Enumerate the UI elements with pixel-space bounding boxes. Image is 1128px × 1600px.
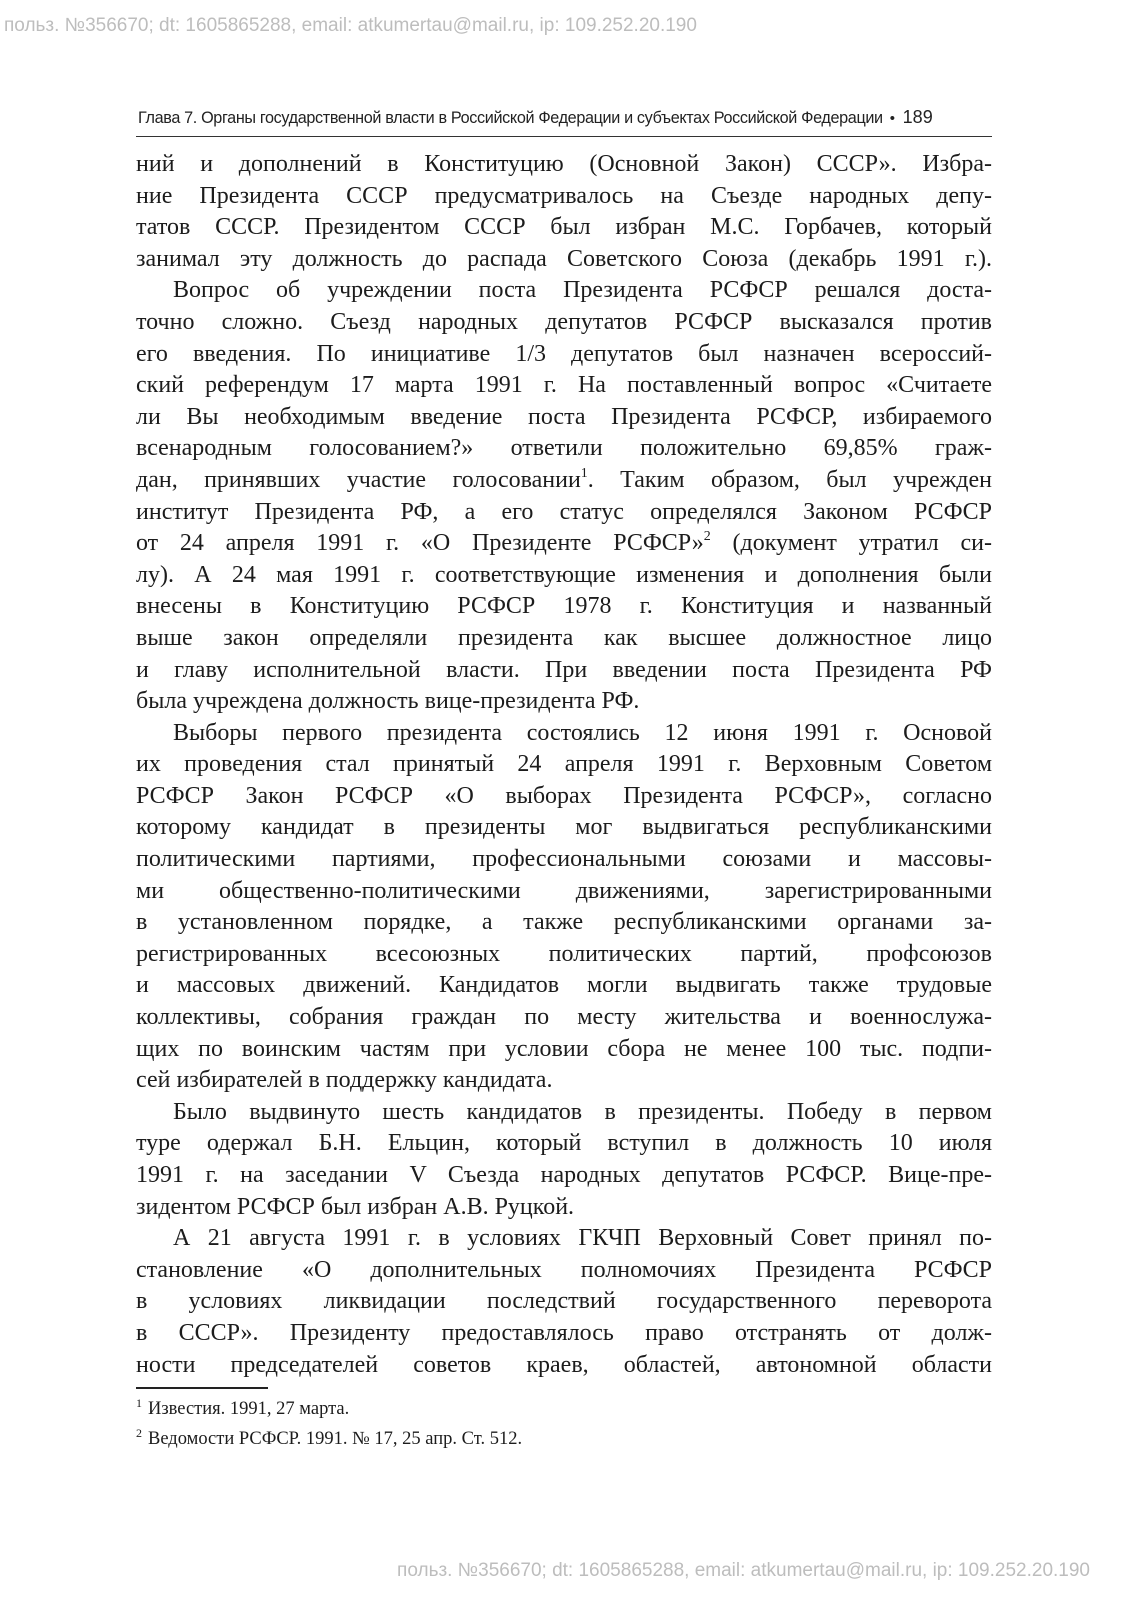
footnote-text: Ведомости РСФСР. 1991. № 17, 25 апр. Ст. 512. [148, 1429, 523, 1449]
text-line: в установленном порядке, а также республиканскими органами за- [136, 909, 992, 936]
text-line: внесены в Конституцию РСФСР 1978 г. Конституция и названный [136, 593, 992, 620]
text-line: его введения. По инициативе 1/3 депутатов был назначен всероссий- [136, 340, 992, 367]
text-line: щих по воинским частям при условии сбора не менее 100 тыс. подпи- [136, 1035, 992, 1062]
footnote-rule [136, 1387, 268, 1389]
chapter-title: Глава 7. Органы государственной власти в Российской Федерации и субъектах Российской Федерации [138, 109, 883, 127]
text-line: институт Президента РФ, а его статус определялся Законом РСФСР [136, 498, 992, 525]
text-line: РСФСР Закон РСФСР «О выборах Президента РСФСР», согласно [136, 782, 992, 809]
text-line: политическими партиями, профессиональными союзами и массовы- [136, 846, 992, 873]
text-line: в условиях ликвидации последствий государственного переворота [136, 1288, 992, 1315]
text-line: ли Вы необходимым введение поста Президента РСФСР, избираемого [136, 403, 992, 430]
text-line: и главу исполнительной власти. При введении поста Президента РФ [136, 656, 992, 683]
text-line: ний и дополнений в Конституцию (Основной Закон) СССР». Избра- [136, 151, 992, 177]
footnote [136, 1394, 992, 1424]
text-line: в СССР». Президенту предоставлялось право отстранять от долж- [136, 1319, 992, 1346]
text-line: сей избирателей в поддержку кандидата. [136, 1067, 553, 1094]
text-line: занимал эту должность до распада Советского Союза (декабрь 1991 г.). [136, 245, 992, 272]
text-line: коллективы, собрания граждан по месту жительства и военнослужа- [136, 1004, 992, 1031]
header-bullet: • [889, 110, 895, 127]
text-fragment: дан, принявших участие голосовании [136, 466, 581, 493]
text-line: всенародным голосованием?» ответили положительно 69,85% граж- [136, 435, 992, 462]
text-line: ский референдум 17 марта 1991 г. На поставленный вопрос «Считаете [136, 372, 992, 399]
text-line: становление «О дополнительных полномочиях Президента РСФСР [136, 1256, 992, 1283]
text-line: точно сложно. Съезд народных депутатов РСФСР высказался против [136, 308, 992, 335]
header-rule [136, 136, 992, 137]
running-head [138, 107, 990, 128]
text-fragment: . Таким образом, был учрежден [587, 466, 992, 493]
text-line: ности председателей советов краев, областей, автономной области [136, 1351, 992, 1378]
text-line: и массовых движений. Кандидатов могли выдвигать также трудовые [136, 972, 992, 999]
text-line: А 21 августа 1991 г. в условиях ГКЧП Верховный Совет принял по- [173, 1225, 992, 1252]
footnote-marker: 2 [136, 1426, 142, 1440]
text-line: выше закон определяли президента как высшее должностное лицо [136, 624, 992, 651]
text-line: татов СССР. Президентом СССР был избран М.С. Горбачев, который [136, 214, 992, 241]
footnote-text: Известия. 1991, 27 марта. [148, 1399, 350, 1419]
text-line [136, 528, 992, 560]
text-line: лу). А 24 мая 1991 г. соответствующие изменения и дополнения были [136, 561, 992, 588]
text-fragment: (документ утратил си- [710, 530, 992, 557]
text-line: их проведения стал принятый 24 апреля 1991 г. Верховным Советом [136, 751, 992, 778]
text-fragment: от 24 апреля 1991 г. «О Президенте РСФСР» [136, 530, 704, 557]
text-line: Было выдвинуто шесть кандидатов в президенты. Победу в первом [173, 1098, 992, 1125]
watermark-top: польз. №356670; dt: 1605865288, email: atkumertau@mail.ru, ip: 109.252.20.190 [4, 15, 697, 36]
text-line: ние Президента СССР предусматривалось на Съезде народных депу- [136, 182, 992, 209]
text-line: была учреждена должность вице-президента РФ. [136, 688, 640, 715]
footnote [136, 1424, 992, 1454]
text-line [136, 465, 992, 497]
page-number: 189 [902, 107, 933, 127]
text-line: регистрированных всесоюзных политических партий, профсоюзов [136, 940, 992, 967]
text-line: которому кандидат в президенты мог выдвигаться республиканскими [136, 814, 992, 841]
text-line: ми общественно-политическими движениями, зарегистрированными [136, 877, 992, 904]
footnote-ref: 2 [703, 529, 711, 545]
text-line: Выборы первого президента состоялись 12 июня 1991 г. Основой [173, 719, 992, 746]
footnote-ref: 1 [580, 465, 588, 481]
text-line: 1991 г. на заседании V Съезда народных депутатов РСФСР. Вице-пре- [136, 1162, 992, 1188]
text-line: Вопрос об учреждении поста Президента РСФСР решался доста- [173, 277, 992, 304]
footnote-marker: 1 [136, 1396, 142, 1410]
text-line: туре одержал Б.Н. Ельцин, который вступил в должность 10 июля [136, 1130, 992, 1157]
watermark-bottom: польз. №356670; dt: 1605865288, email: atkumertau@mail.ru, ip: 109.252.20.190 [397, 1560, 1090, 1581]
text-line: зидентом РСФСР был избран А.В. Руцкой. [136, 1193, 575, 1220]
footnotes [136, 1394, 992, 1454]
body-text [136, 149, 992, 1381]
